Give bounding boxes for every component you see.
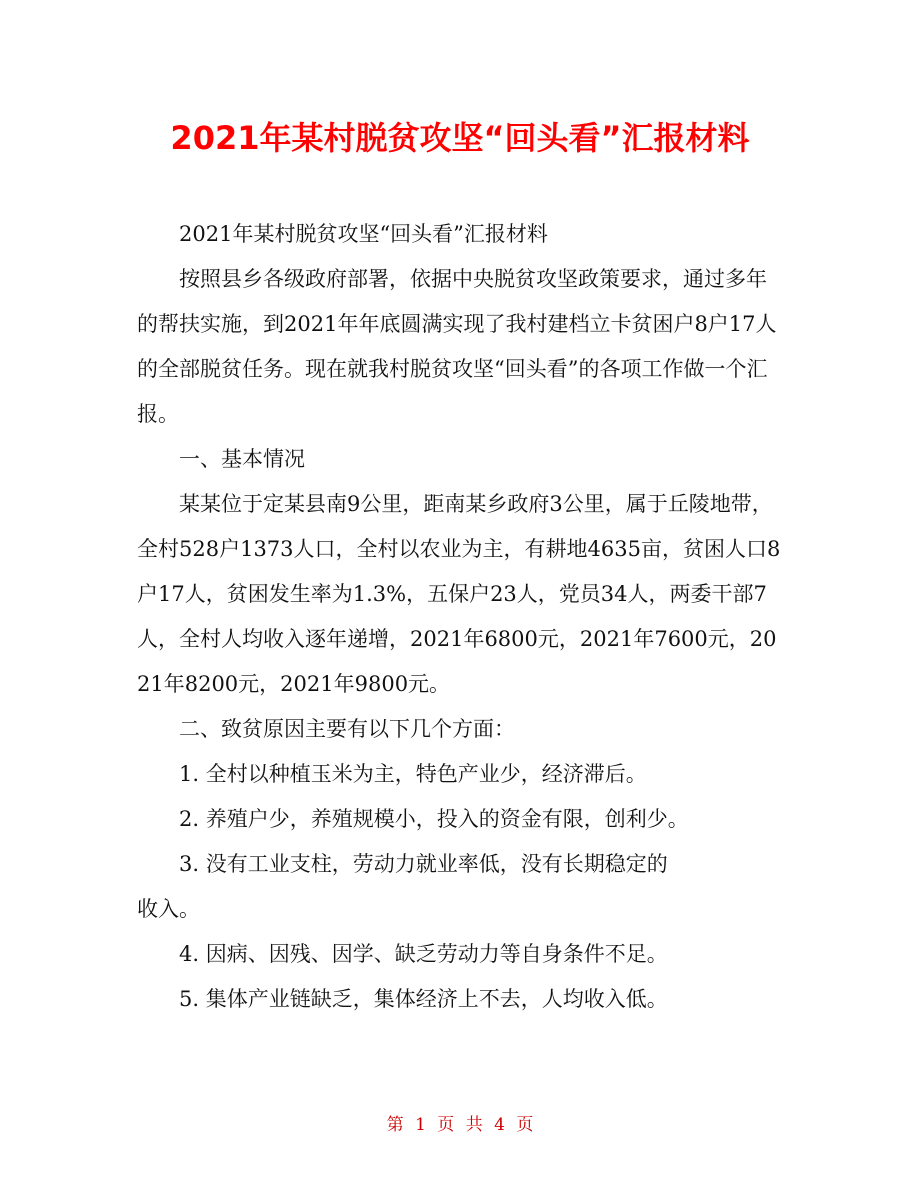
section-heading-poverty-causes: 二、致贫原因主要有以下几个方面： (179, 717, 515, 741)
paragraph-intro: 按照县乡各级政府部署，依据中央脱贫攻坚政策要求，通过多年的帮扶实施，到2021年年底圆满实现了我村建档立卡贫困户8户17人的全部脱贫任务。现在就我村脱贫攻坚“回头看”的各项工作做一个汇报。 (137, 267, 777, 426)
page-number-footer: 第 1 页 共 4 页 (386, 1115, 534, 1135)
list-item-cause-2: 2. 养殖户少，养殖规模小，投入的资金有限，创利少。 (179, 807, 689, 831)
paragraph-heading: 2021年某村脱贫攻坚“回头看”汇报材料 (179, 222, 548, 246)
document-title: 2021年某村脱贫攻坚“回头看”汇报材料 (170, 119, 750, 157)
paragraph-basic-info: 某某位于定某县南9公里，距南某乡政府3公里，属于丘陵地带，全村528户1373人口，全村以农业为主，有耕地4635亩，贫困人口8户17人，贫困发生率为1.3%，五保户23人，党员34人，两委干部7人，全村人均收入逐年递增，2021年6800元，2021年7600元，2021年8200元，2021年9800元。 (137, 492, 781, 696)
list-item-cause-5: 5. 集体产业链缺乏，集体经济上不去，人均收入低。 (179, 987, 668, 1011)
list-item-cause-3: 3. 没有工业支柱，劳动力就业率低，没有长期稳定的 (179, 852, 668, 876)
list-item-cause-1: 1. 全村以种植玉米为主，特色产业少，经济滞后。 (179, 762, 647, 786)
list-item-cause-4: 4. 因病、因残、因学、缺乏劳动力等自身条件不足。 (179, 942, 668, 966)
document-body (137, 212, 783, 1022)
section-heading-basic-info: 一、基本情况 (179, 447, 305, 471)
list-item-cause-3-continued: 收入。 (137, 897, 200, 921)
